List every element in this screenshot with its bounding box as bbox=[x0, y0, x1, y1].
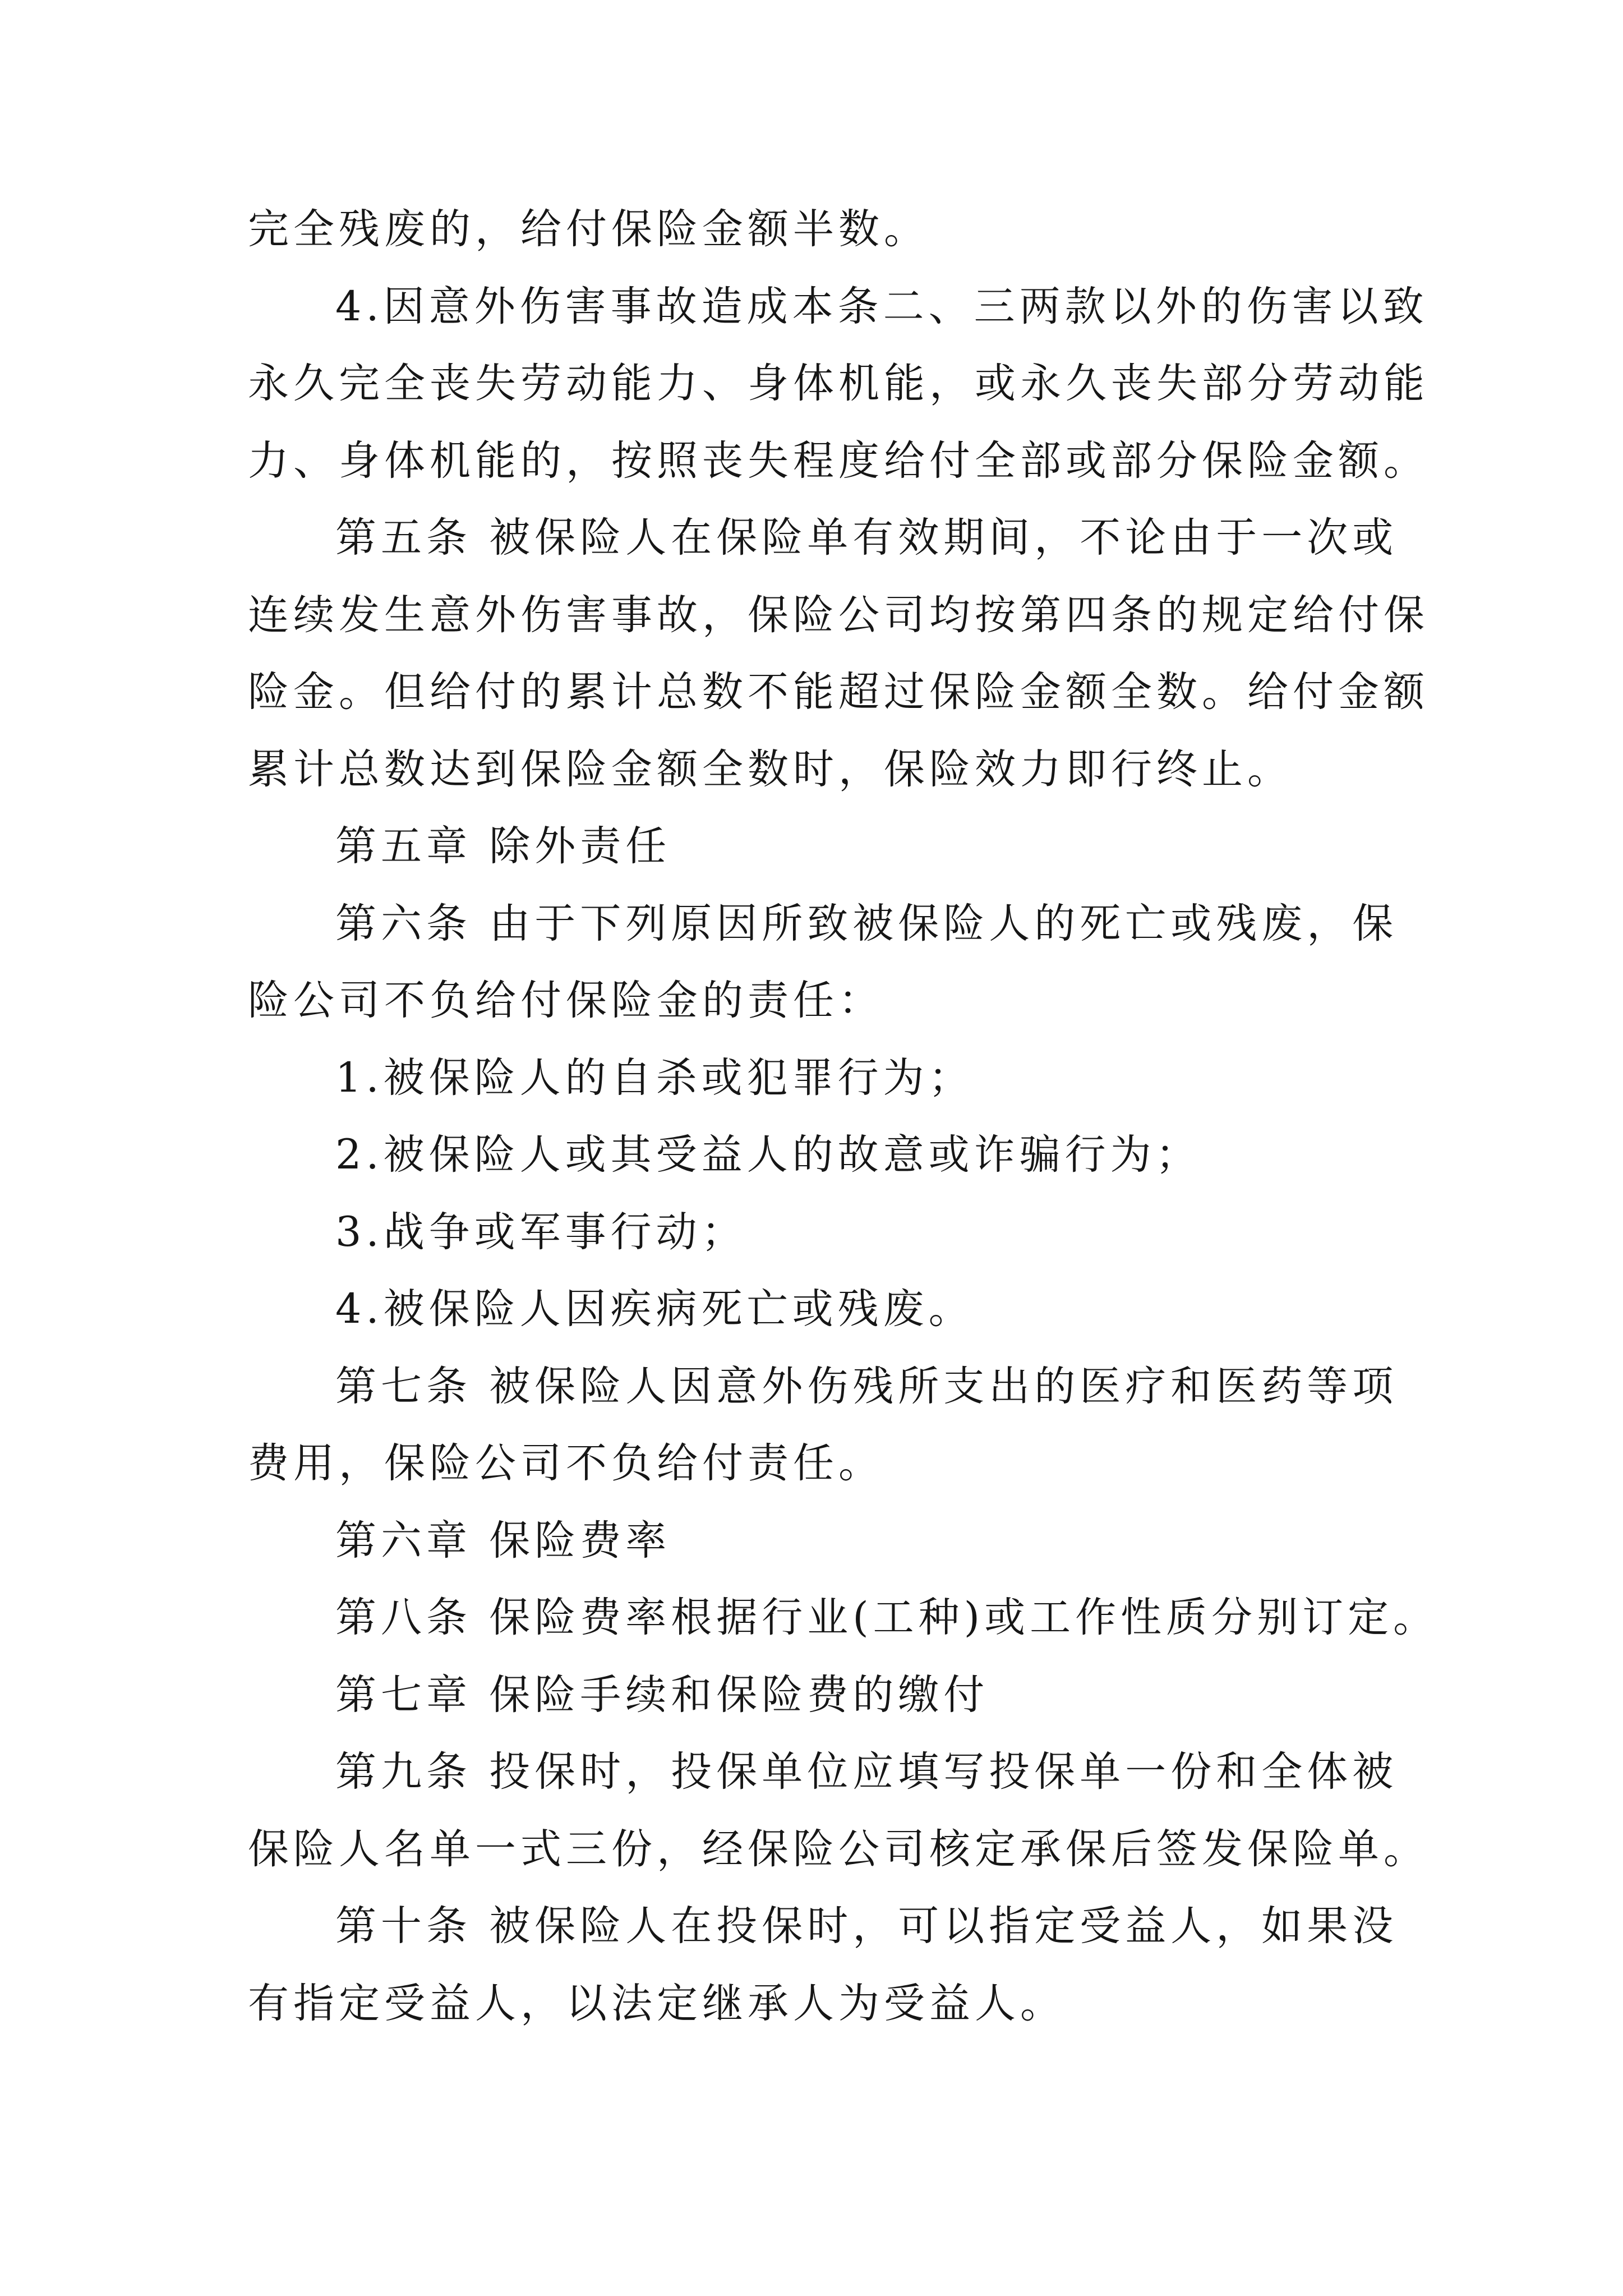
text-line: 费用，保险公司不负给付责任。 bbox=[248, 1439, 884, 1487]
article-8-line: 第八条 保险费率根据行业(工种)或工作性质分别订定。 bbox=[335, 1594, 1439, 1641]
chapter-5-heading: 第五章 除外责任 bbox=[335, 822, 671, 870]
text-line: 累计总数达到保险金额全数时，保险效力即行终止。 bbox=[248, 745, 1293, 793]
list-item: 4.被保险人因疾病死亡或残废。 bbox=[335, 1285, 974, 1333]
document-body bbox=[248, 191, 1439, 2042]
chapter-6-heading: 第六章 保险费率 bbox=[335, 1516, 671, 1565]
text-line: 险金。但给付的累计总数不能超过保险金额全数。给付金额 bbox=[248, 668, 1429, 716]
list-item: 1.被保险人的自杀或犯罪行为； bbox=[335, 1053, 974, 1102]
article-10-heading-line: 第十条 被保险人在投保时，可以指定受益人，如果没 bbox=[335, 1902, 1398, 1950]
text-line: 有指定受益人，以法定继承人为受益人。 bbox=[248, 1979, 1066, 2027]
text-line: 险公司不负给付保险金的责任： bbox=[248, 977, 884, 1024]
text-line: 连续发生意外伤害事故，保险公司均按第四条的规定给付保 bbox=[248, 591, 1429, 639]
chapter-7-heading: 第七章 保险手续和保险费的缴付 bbox=[335, 1671, 989, 1719]
text-line: 完全残废的，给付保险金额半数。 bbox=[248, 205, 929, 253]
article-5-heading-line: 第五条 被保险人在保险单有效期间，不论由于一次或 bbox=[335, 514, 1398, 562]
text-line: 4.因意外伤害事故造成本条二、三两款以外的伤害以致 bbox=[335, 282, 1428, 330]
list-item: 3.战争或军事行动； bbox=[335, 1208, 747, 1256]
text-line: 保险人名单一式三份，经保险公司核定承保后签发保险单。 bbox=[248, 1825, 1429, 1873]
article-9-heading-line: 第九条 投保时，投保单位应填写投保单一份和全体被 bbox=[335, 1748, 1398, 1796]
text-line: 力、身体机能的，按照丧失程度给付全部或部分保险金额。 bbox=[248, 436, 1429, 485]
article-7-heading-line: 第七条 被保险人因意外伤残所支出的医疗和医药等项 bbox=[335, 1362, 1398, 1410]
text-line: 永久完全丧失劳动能力、身体机能，或永久丧失部分劳动能 bbox=[248, 360, 1429, 407]
article-6-heading-line: 第六条 由于下列原因所致被保险人的死亡或残废，保 bbox=[335, 899, 1398, 947]
list-item: 2.被保险人或其受益人的故意或诈骗行为； bbox=[335, 1131, 1201, 1179]
